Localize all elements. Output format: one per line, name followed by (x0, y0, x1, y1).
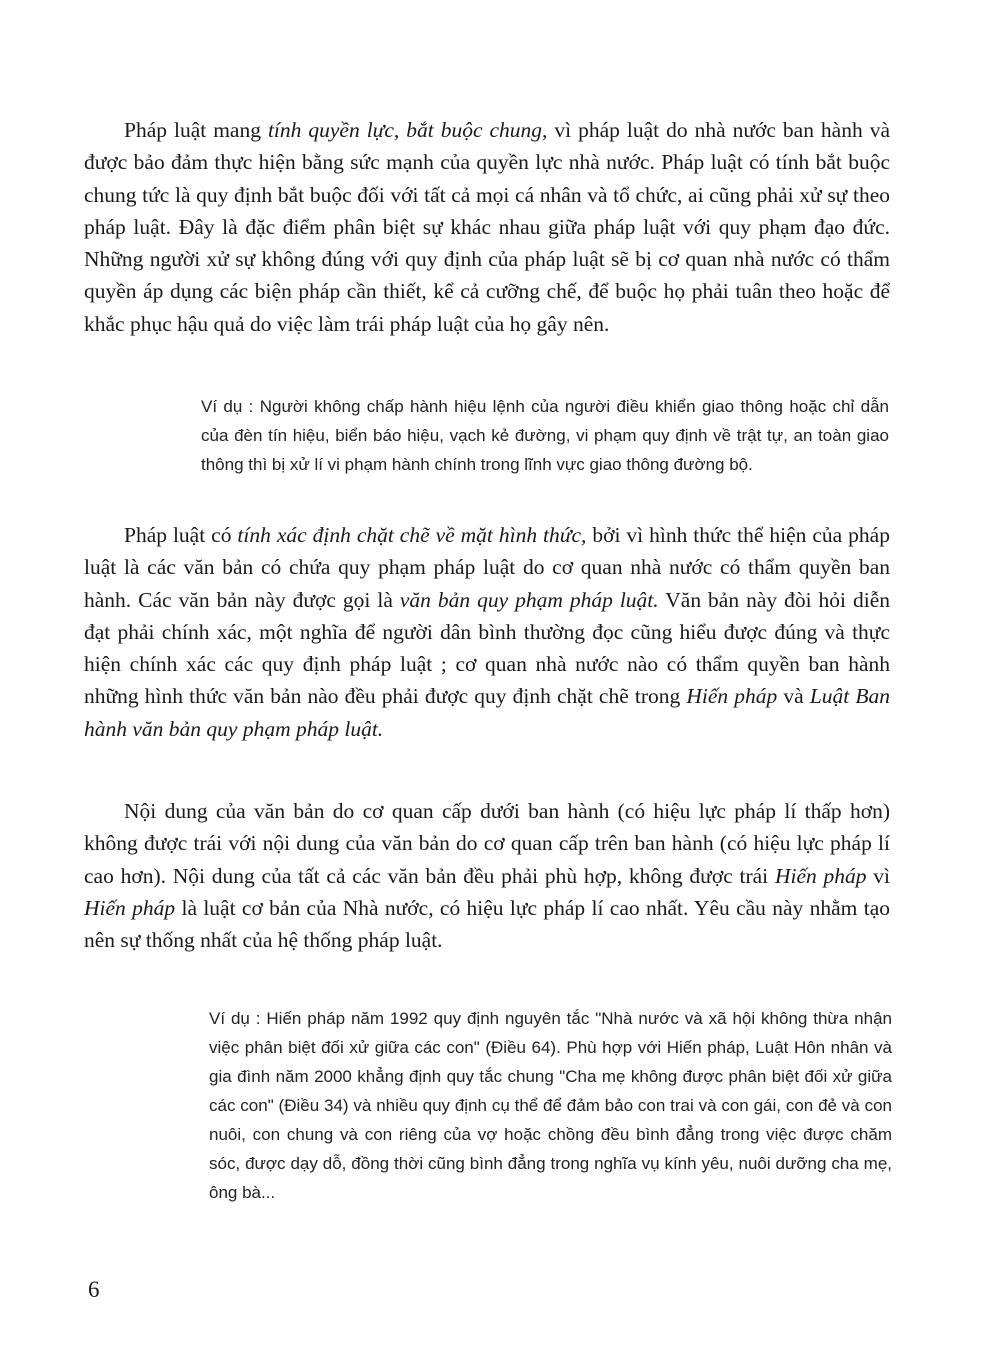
example-constitution-children: Ví dụ : Hiến pháp năm 1992 quy định nguyên tắc "Nhà nước và xã hội không thừa nhận việc phân biệt đối xử giữa các con" (Điều 64). Phù hợp với Hiến pháp, Luật Hôn nhân và gia đình năm 2000 khẳng định quy tắc chung "Cha mẹ không được phân biệt đối xử giữa các con" (Điều 34) và nhiều quy định cụ thể để đảm bảo con trai và con gái, con đẻ và con nuôi, con chung và con riêng của vợ hoặc chồng đều bình đẳng trong việc được chăm sóc, được dạy dỗ, đồng thời cũng bình đẳng trong nghĩa vụ kính yêu, nuôi dưỡng cha mẹ, ông bà... (209, 1009, 892, 1202)
text-span: Nội dung của văn bản do cơ quan cấp dưới ban hành (có hiệu lực pháp lí thấp hơn) không được trái với nội dung của văn bản do cơ quan cấp trên ban hành (có hiệu lực pháp lí cao hơn). Nội dung của tất cả các văn bản đều phải phù hợp, không được trái (84, 799, 890, 888)
text-span: và (777, 684, 810, 709)
text-span: vì pháp luật do nhà nước ban hành và được bảo đảm thực hiện bằng sức mạnh của quyền lực nhà nước. Pháp luật có tính bắt buộc chung tức là quy định bắt buộc đối với tất cả mọi cá nhân và tổ chức, ai cũng phải xử sự theo pháp luật. Đây là đặc điểm phân biệt sự khác nhau giữa pháp luật với quy phạm đạo đức. Những người xử sự không đúng với quy định của pháp luật sẽ bị cơ quan nhà nước có thẩm quyền áp dụng các biện pháp cần thiết, kể cả cưỡng chế, để buộc họ phải tuân theo hoặc để khắc phục hậu quả do việc làm trái pháp luật của họ gây nên. (84, 118, 890, 336)
italic-term: tính xác định chặt chẽ về mặt hình thức, (237, 523, 587, 547)
text-span: vì (866, 863, 890, 888)
paragraph-formal-definiteness (84, 519, 890, 745)
text-span: Pháp luật mang (124, 118, 268, 142)
paragraph-legal-hierarchy (84, 795, 890, 956)
italic-term: tính quyền lực, bắt buộc chung, (267, 118, 548, 142)
page-number: 6 (88, 1277, 100, 1302)
text-span: bởi vì hình thức thể hiện của pháp luật là các văn bản có chứa quy phạm pháp luật do cơ quan nhà nước có thẩm quyền ban hành. Các văn bản này được gọi là (84, 523, 890, 612)
italic-term: Hiến pháp (774, 863, 867, 888)
italic-term: văn bản quy phạm pháp luật. (399, 587, 659, 612)
text-span: là luật cơ bản của Nhà nước, có hiệu lực pháp lí cao nhất. Yêu cầu này nhằm tạo nên sự thống nhất của hệ thống pháp luật. (84, 895, 890, 953)
text-span: Văn bản này đòi hỏi diễn đạt phải chính xác, một nghĩa để người dân bình thường đọc cũng hiểu được đúng và thực hiện chính xác các quy định pháp luật ; cơ quan nhà nước nào có thẩm quyền ban hành những hình thức văn bản nào đều phải được quy định chặt chẽ trong (84, 587, 891, 709)
example-traffic-violation: Ví dụ : Người không chấp hành hiệu lệnh của người điều khiển giao thông hoặc chỉ dẫn của đèn tín hiệu, biển báo hiệu, vạch kẻ đường, vi phạm quy định về trật tự, an toàn giao thông thì bị xử lí vi phạm hành chính trong lĩnh vực giao thông đường bộ. (201, 397, 889, 474)
italic-term: Hiến pháp (686, 684, 778, 709)
paragraph-legal-authority (84, 114, 890, 340)
text-span: Pháp luật có (124, 523, 238, 547)
italic-term: Luật Ban hành văn bản quy phạm pháp luật. (84, 684, 890, 741)
italic-term: Hiến pháp (84, 895, 176, 920)
